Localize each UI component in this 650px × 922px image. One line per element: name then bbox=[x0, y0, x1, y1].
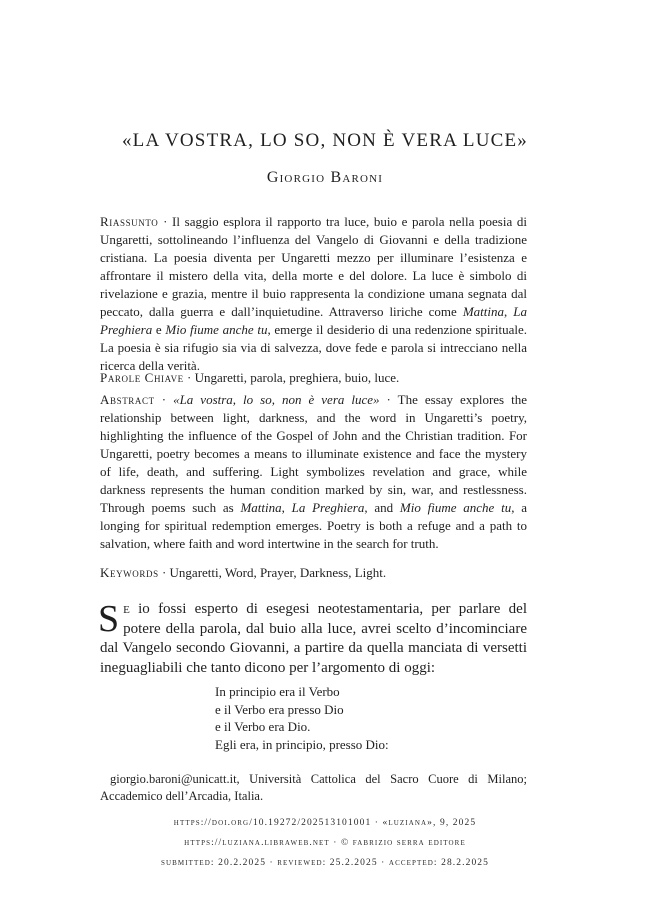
abstract-italic-3: Mio fiume anche tu bbox=[399, 500, 512, 515]
parole-label: Parole Chiave bbox=[100, 370, 184, 385]
body-paragraph bbox=[100, 600, 527, 678]
dates-line: submitted: 20.2.2025 · reviewed: 25.2.2025 · accepted: 28.2.2025 bbox=[160, 858, 490, 868]
body-first-words: e bbox=[123, 601, 130, 617]
parole-sep: · bbox=[183, 370, 195, 385]
abstract-italic-title: «La vostra, lo so, non è vera luce» bbox=[173, 392, 380, 407]
parole-text: Ungaretti, parola, preghiera, buio, luce. bbox=[194, 370, 400, 385]
riassunto-text: Il saggio esplora il rapporto tra luce, buio e parola nella poesia di Ungaretti, sottolineando l’influenza del Vangelo di Giovanni e della tradizione cristiana. La poesia diventa per Ungaretti mezzo per illuminare l’esistenza e affrontare il mistero della vita, della morte e del dolore. La luce è simbolo di rivelazione e grazia, mentre il buio rappresenta la condizione umana segnata dal peccato, dalla guerra e dall’inquietudine. Attraverso liriche come bbox=[100, 214, 527, 319]
abstract-sep: · bbox=[154, 392, 174, 407]
verse-line: In principio era il Verbo bbox=[215, 684, 340, 699]
abstract-label: Abstract bbox=[100, 392, 155, 407]
riassunto-comma: , bbox=[504, 304, 514, 319]
verse-line: Egli era, in principio, presso Dio: bbox=[215, 736, 389, 752]
riassunto-sep: · bbox=[158, 214, 173, 229]
abstract-and: , and bbox=[364, 500, 400, 515]
site-line: https://luziana.libraweb.net · © fabrizio serra editore bbox=[184, 838, 466, 848]
keywords-line bbox=[100, 564, 527, 582]
riassunto-label: Riassunto bbox=[100, 214, 159, 229]
author-footnote: giorgio.baroni@unicatt.it, Università Cattolica del Sacro Cuore di Milano; Accademico dell’Arcadia, Italia. bbox=[100, 772, 527, 803]
doi-line: https://doi.org/10.19272/202513101001 · «luziana», 9, 2025 bbox=[173, 818, 477, 828]
article-title: «LA VOSTRA, LO SO, NON È VERA LUCE» bbox=[121, 130, 528, 151]
abstract-italic-2: La Preghiera bbox=[291, 500, 365, 515]
abstract-comma: , bbox=[281, 500, 292, 515]
riassunto-and: e bbox=[152, 322, 166, 337]
riassunto-italic-1: Mattina bbox=[462, 304, 504, 319]
keywords-text: Ungaretti, Word, Prayer, Darkness, Light. bbox=[169, 565, 387, 580]
drop-cap: S bbox=[98, 598, 120, 640]
riassunto-italic-2: La Preghiera bbox=[100, 304, 527, 337]
abstract-paragraph bbox=[100, 391, 527, 553]
verse-line: e il Verbo era presso Dio bbox=[215, 701, 344, 717]
riassunto-text-2: , emerge il desiderio di una redenzione spirituale. La poesia è sia rifugio sia via di salvezza, dove fede e parola si intrecciano nella ricerca della verità. bbox=[100, 322, 527, 373]
abstract-sep-2: · bbox=[379, 392, 398, 407]
riassunto-italic-3: Mio fiume anche tu bbox=[165, 322, 268, 337]
verse-line: e il Verbo era Dio. bbox=[215, 719, 311, 734]
keywords-sep: · bbox=[158, 565, 170, 580]
bible-verse bbox=[215, 683, 389, 753]
abstract-italic-1: Mattina bbox=[240, 500, 282, 515]
body-text: io fossi esperto di esegesi neotestamentaria, per parlare del potere della parola, dal buio alla luce, avrei scelto d’incominciare dal Vangelo secondo Giovanni, a partire da quella manciata di versetti ineguagliabili che tanto dicono per l’argomento di oggi: bbox=[100, 601, 527, 676]
parole-chiave-line bbox=[100, 369, 527, 387]
keywords-label: Keywords bbox=[100, 565, 159, 580]
article-author: Giorgio Baroni bbox=[266, 169, 384, 186]
abstract-text: The essay explores the relationship between light, darkness, and the word in Ungaretti’s poetry, highlighting the influence of the Gospel of John and the Christian tradition. For Ungaretti, poetry becomes a means to illuminate existence and face the mystery of life, death, and suffering. Light symbolizes revelation and grace, while darkness represents the human condition marked by sin, war, and restlessness. Through poems such as bbox=[100, 392, 527, 515]
abstract-text-2: , a longing for spiritual redemption emerges. Poetry is both a refuge and a path to salvation, where faith and word intertwine in the search for truth. bbox=[100, 500, 527, 551]
riassunto-paragraph bbox=[100, 213, 527, 375]
